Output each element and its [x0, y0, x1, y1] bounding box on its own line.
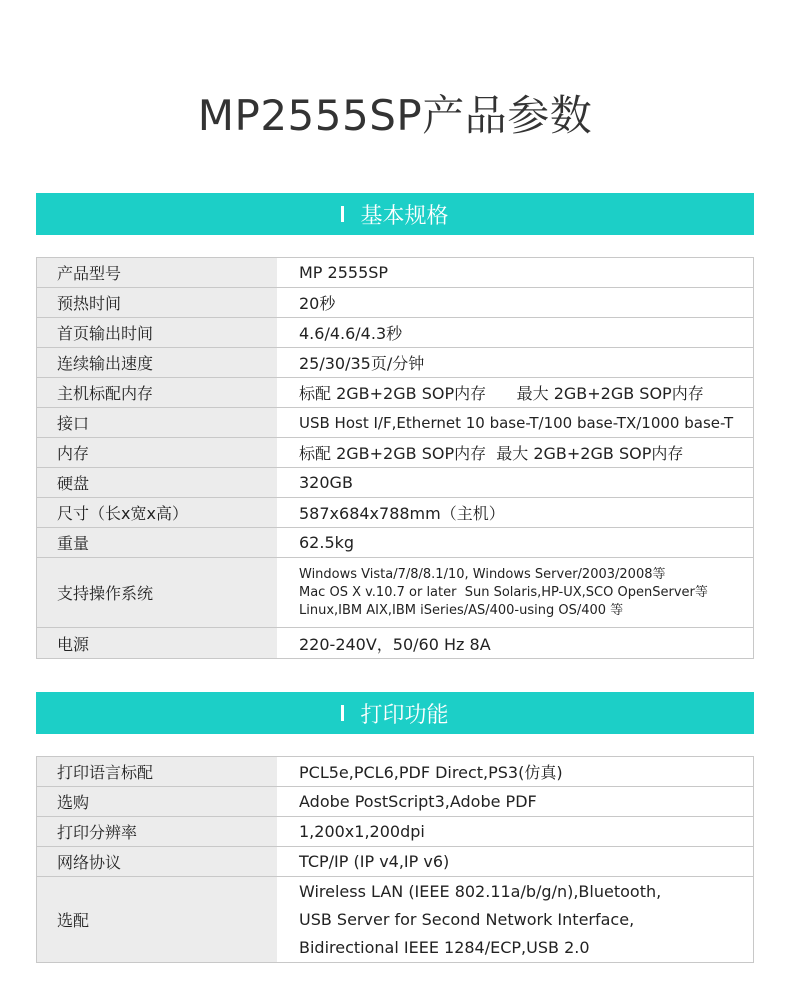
table-row — [37, 628, 754, 659]
row-label: 预热时间 — [37, 288, 278, 318]
os-line: Windows Vista/7/8/8.1/10, Windows Server/2003/2008等 — [299, 566, 666, 582]
option-line: Wireless LAN (IEEE 802.11a/b/g/n),Bluetooth, — [299, 881, 662, 901]
row-value: USB Host I/F,Ethernet 10 base-T/100 base-TX/1000 base-T — [277, 408, 754, 438]
section-bar-icon — [341, 705, 344, 721]
section-header-print — [36, 692, 754, 734]
table-row — [37, 558, 754, 628]
row-label: 选配 — [37, 877, 278, 963]
row-label: 尺寸（长x宽x高） — [37, 498, 278, 528]
row-value: 220-240V，50/60 Hz 8A — [277, 628, 754, 659]
table-row — [37, 438, 754, 468]
row-value: 20秒 — [277, 288, 754, 318]
section-title-basic: 基本规格 — [360, 203, 449, 229]
row-value: Adobe PostScript3,Adobe PDF — [277, 787, 754, 817]
row-value: MP 2555SP — [277, 258, 754, 288]
table-row — [37, 787, 754, 817]
table-row — [37, 288, 754, 318]
row-value-multiline — [277, 877, 754, 963]
table-row — [37, 378, 754, 408]
print-spec-table — [36, 756, 754, 963]
row-value: TCP/IP (IP v4,IP v6) — [277, 847, 754, 877]
os-line: Mac OS X v.10.7 or later Sun Solaris,HP-UX,SCO OpenServer等 — [299, 584, 708, 600]
row-label: 接口 — [37, 408, 278, 438]
row-label: 支持操作系统 — [37, 558, 278, 628]
page-title: MP2555SP产品参数 — [197, 91, 593, 140]
row-label: 产品型号 — [37, 258, 278, 288]
section-bar-icon — [341, 206, 344, 222]
row-label: 打印语言标配 — [37, 757, 278, 787]
row-label: 首页输出时间 — [37, 318, 278, 348]
table-row — [37, 757, 754, 787]
row-label: 硬盘 — [37, 468, 278, 498]
table-row — [37, 877, 754, 963]
section-header-basic — [36, 193, 754, 235]
row-label: 选购 — [37, 787, 278, 817]
table-row — [37, 258, 754, 288]
row-value: PCL5e,PCL6,PDF Direct,PS3(仿真) — [277, 757, 754, 787]
table-row — [37, 408, 754, 438]
row-label: 主机标配内存 — [37, 378, 278, 408]
row-value: 320GB — [277, 468, 754, 498]
os-line: Linux,IBM AIX,IBM iSeries/AS/400-using OS/400 等 — [299, 602, 624, 618]
table-row — [37, 817, 754, 847]
option-line: USB Server for Second Network Interface, — [299, 909, 635, 929]
row-label: 内存 — [37, 438, 278, 468]
basic-spec-table — [36, 257, 754, 659]
table-row — [37, 528, 754, 558]
row-label: 网络协议 — [37, 847, 278, 877]
table-row — [37, 318, 754, 348]
table-row — [37, 348, 754, 378]
row-value: 4.6/4.6/4.3秒 — [277, 318, 754, 348]
table-row — [37, 847, 754, 877]
row-value: 25/30/35页/分钟 — [277, 348, 754, 378]
row-value-multiline — [277, 558, 754, 628]
row-label: 打印分辨率 — [37, 817, 278, 847]
row-label: 重量 — [37, 528, 278, 558]
row-value: 587x684x788mm（主机） — [277, 498, 754, 528]
row-value: 62.5kg — [277, 528, 754, 558]
row-value: 标配 2GB+2GB SOP内存 最大 2GB+2GB SOP内存 — [277, 438, 754, 468]
table-row — [37, 498, 754, 528]
row-label: 连续输出速度 — [37, 348, 278, 378]
table-row — [37, 468, 754, 498]
section-title-print: 打印功能 — [360, 702, 449, 728]
option-line: Bidirectional IEEE 1284/ECP,USB 2.0 — [299, 937, 590, 957]
row-label: 电源 — [37, 628, 278, 659]
row-value: 1,200x1,200dpi — [277, 817, 754, 847]
row-value: 标配 2GB+2GB SOP内存 最大 2GB+2GB SOP内存 — [277, 378, 754, 408]
